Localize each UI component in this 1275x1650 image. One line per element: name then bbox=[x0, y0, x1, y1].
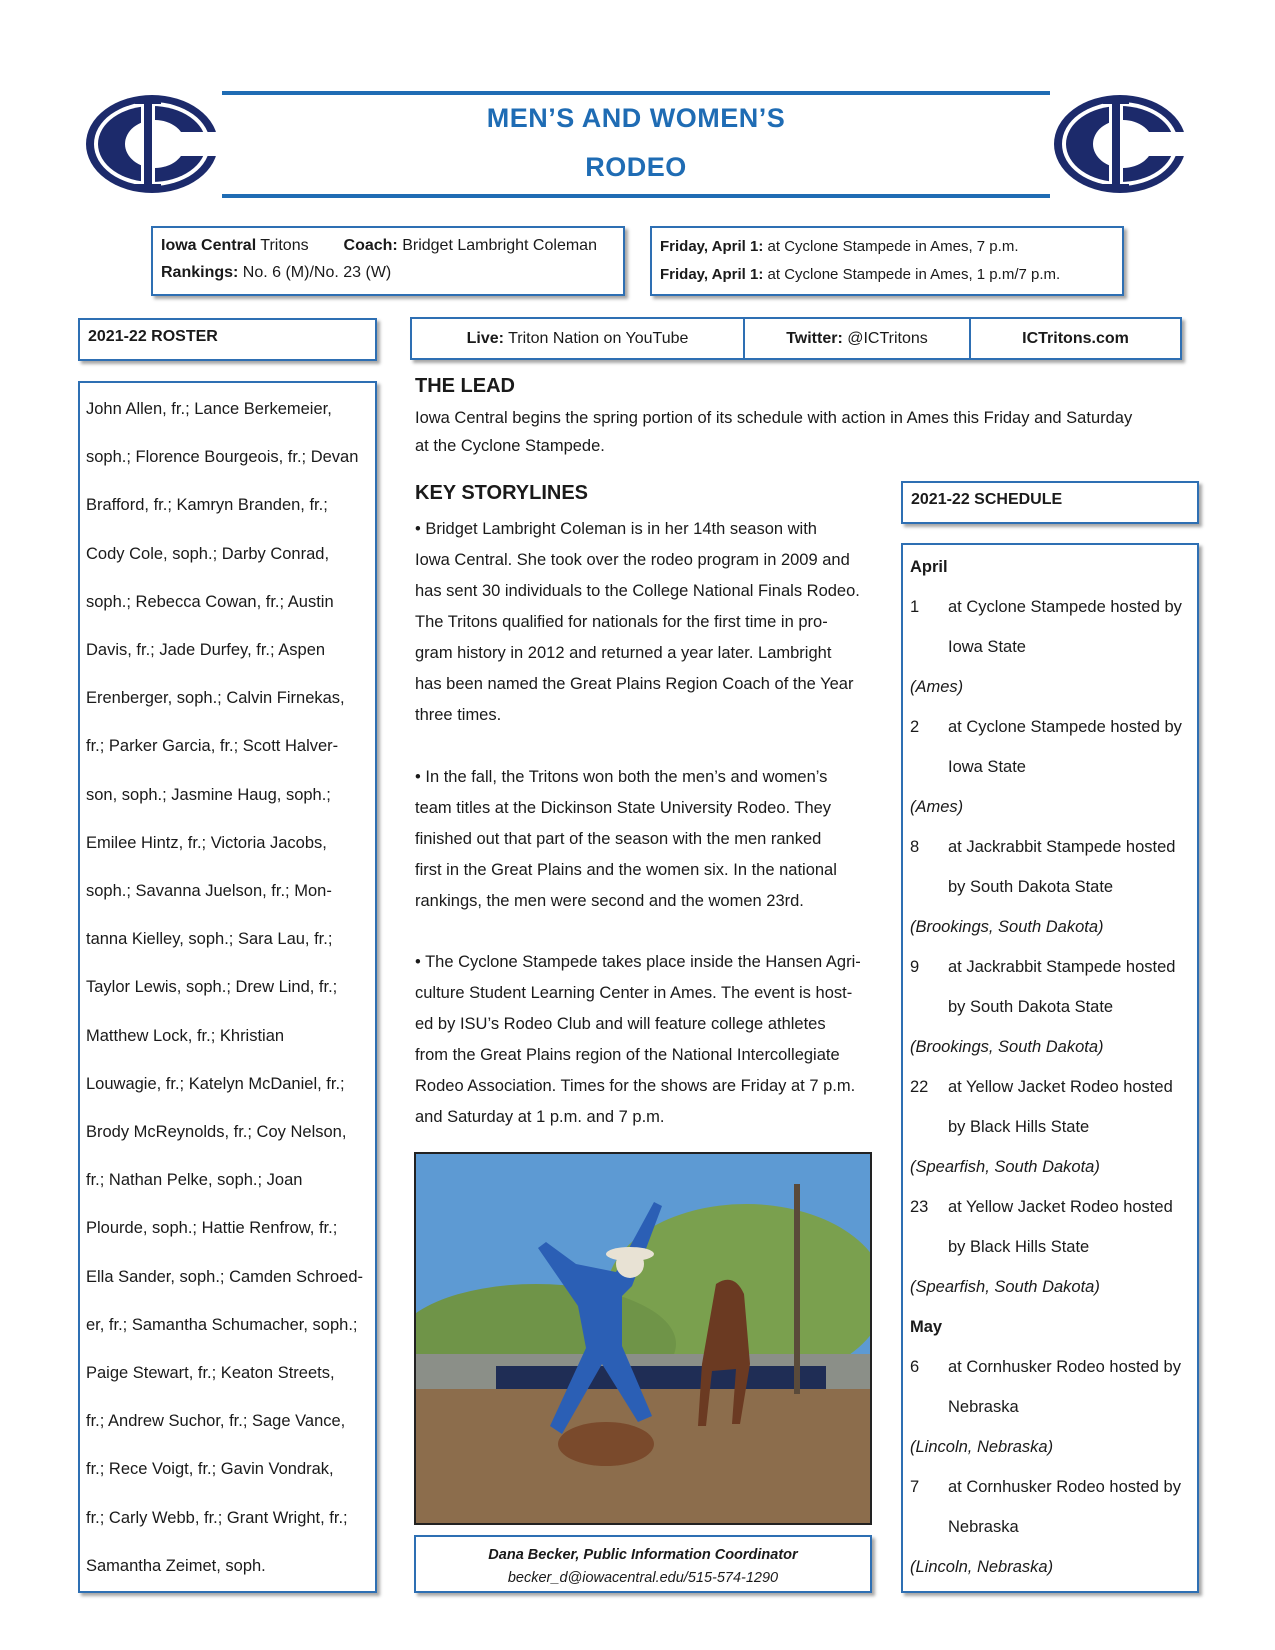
storylines-heading: KEY STORYLINES bbox=[415, 482, 589, 504]
event-location: (Lincoln, Nebraska) bbox=[910, 1438, 1054, 1456]
event-host: Nebraska bbox=[948, 1518, 1019, 1536]
roster-list bbox=[80, 385, 375, 1590]
title-bottom-rule bbox=[222, 194, 1050, 198]
roster-line: fr.; Rece Voigt, fr.; Gavin Vondrak, bbox=[86, 1460, 334, 1479]
twitter-link[interactable] bbox=[745, 319, 971, 358]
story-line: three times. bbox=[415, 706, 502, 724]
schedule-heading: 2021-22 SCHEDULE bbox=[911, 491, 1063, 508]
event-date: 2 bbox=[910, 718, 920, 736]
storyline-paragraph-2 bbox=[415, 762, 873, 917]
story-line: team titles at the Dickinson State University Rodeo. They bbox=[415, 799, 832, 817]
roster-line: fr.; Nathan Pelke, soph.; Joan bbox=[86, 1171, 303, 1190]
roster-box bbox=[78, 381, 377, 1593]
event-host: Nebraska bbox=[948, 1398, 1019, 1416]
roster-line: Matthew Lock, fr.; Khristian bbox=[86, 1026, 285, 1045]
photo-credit-box bbox=[414, 1535, 872, 1593]
event-location: (Spearfish, South Dakota) bbox=[910, 1278, 1100, 1296]
rankings-value: No. 6 (M)/No. 23 (W) bbox=[238, 264, 392, 281]
team-line bbox=[161, 232, 615, 259]
event-host: Iowa State bbox=[948, 638, 1026, 656]
storyline-paragraph-1 bbox=[415, 514, 873, 731]
event-location: (Brookings, South Dakota) bbox=[910, 1038, 1104, 1056]
roster-line: soph.; Rebecca Cowan, fr.; Austin bbox=[86, 592, 334, 611]
story-line: rankings, the men were second and the women 23rd. bbox=[415, 892, 804, 910]
event-title: at Jackrabbit Stampede hosted bbox=[948, 838, 1176, 856]
story-line: from the Great Plains region of the National Intercollegiate bbox=[415, 1046, 840, 1064]
roster-line: er, fr.; Samantha Schumacher, soph.; bbox=[86, 1315, 358, 1334]
roster-line: Taylor Lewis, soph.; Drew Lind, fr.; bbox=[86, 978, 338, 997]
roster-line: Louwagie, fr.; Katelyn McDaniel, fr.; bbox=[86, 1074, 345, 1093]
roster-line: tanna Kielley, soph.; Sara Lau, fr.; bbox=[86, 930, 333, 949]
story-line: culture Student Learning Center in Ames. The event is host- bbox=[415, 984, 853, 1002]
storyline-paragraph-3 bbox=[415, 947, 873, 1133]
event-2-day: Friday, April 1: bbox=[660, 266, 764, 283]
schedule-event bbox=[910, 1067, 1190, 1107]
event-host: by Black Hills State bbox=[948, 1238, 1090, 1256]
story-line: ed by ISU’s Rodeo Club and will feature college athletes bbox=[415, 1015, 826, 1033]
event-title: at Yellow Jacket Rodeo hosted bbox=[948, 1198, 1173, 1216]
lead-heading: THE LEAD bbox=[415, 375, 515, 397]
links-bar bbox=[410, 317, 1182, 360]
roster-line: Davis, fr.; Jade Durfey, fr.; Aspen bbox=[86, 641, 326, 660]
event-line-1 bbox=[660, 233, 1114, 261]
story-line: has been named the Great Plains Region Coach of the Year bbox=[415, 675, 854, 693]
event-title: at Cyclone Stampede hosted by bbox=[948, 718, 1182, 736]
live-label: Live: bbox=[466, 330, 504, 347]
schedule-list bbox=[903, 547, 1197, 1587]
event-1-detail: at Cyclone Stampede in Ames, 7 p.m. bbox=[763, 238, 1019, 255]
rankings-line bbox=[161, 259, 615, 286]
story-line: has sent 30 individuals to the College National Finals Rodeo. bbox=[415, 582, 860, 600]
roster-line: son, soph.; Jasmine Haug, soph.; bbox=[86, 785, 331, 804]
roster-line: fr.; Parker Garcia, fr.; Scott Halver- bbox=[86, 737, 339, 756]
team-info-box bbox=[151, 226, 625, 296]
roster-heading-box bbox=[78, 318, 377, 361]
schedule-event bbox=[910, 1467, 1190, 1507]
schedule-box bbox=[901, 543, 1199, 1593]
roster-line: Erenberger, soph.; Calvin Firnekas, bbox=[86, 689, 345, 708]
roster-line: Ella Sander, soph.; Camden Schroed- bbox=[86, 1267, 363, 1286]
iowa-central-logo-left bbox=[83, 92, 221, 196]
event-date: 1 bbox=[910, 598, 920, 616]
website-link[interactable] bbox=[971, 319, 1180, 358]
roster-line: Paige Stewart, fr.; Keaton Streets, bbox=[86, 1364, 335, 1383]
schedule-event bbox=[910, 707, 1190, 747]
event-1-day: Friday, April 1: bbox=[660, 238, 764, 255]
school-name: Iowa Central bbox=[161, 237, 257, 254]
title-top-rule bbox=[222, 91, 1050, 95]
roster-line: soph.; Florence Bourgeois, fr.; Devan bbox=[86, 448, 359, 467]
event-location: (Ames) bbox=[910, 678, 964, 696]
schedule-heading-box bbox=[901, 481, 1199, 524]
roster-line: soph.; Savanna Juelson, fr.; Mon- bbox=[86, 882, 332, 901]
live-link[interactable] bbox=[412, 319, 745, 358]
event-location: (Ames) bbox=[910, 798, 964, 816]
roster-line: Emilee Hintz, fr.; Victoria Jacobs, bbox=[86, 833, 327, 852]
event-location: (Brookings, South Dakota) bbox=[910, 918, 1104, 936]
story-line: Iowa Central. She took over the rodeo program in 2009 and bbox=[415, 551, 850, 569]
live-value: Triton Nation on YouTube bbox=[503, 330, 689, 347]
rodeo-photo bbox=[414, 1152, 872, 1525]
rankings-label: Rankings: bbox=[161, 264, 239, 281]
schedule-event bbox=[910, 1187, 1190, 1227]
story-line: • The Cyclone Stampede takes place inside the Hansen Agri- bbox=[415, 953, 861, 971]
schedule-event bbox=[910, 947, 1190, 987]
event-location: (Lincoln, Nebraska) bbox=[910, 1558, 1054, 1576]
event-line-2 bbox=[660, 261, 1114, 289]
credit-name: Dana Becker, Public Information Coordinator bbox=[488, 1547, 798, 1563]
event-title: at Cornhusker Rodeo hosted by bbox=[948, 1358, 1181, 1376]
event-date: 23 bbox=[910, 1198, 929, 1216]
roster-heading: 2021-22 ROSTER bbox=[88, 328, 218, 345]
roster-line: John Allen, fr.; Lance Berkemeier, bbox=[86, 400, 332, 418]
roster-line: fr.; Andrew Suchor, fr.; Sage Vance, bbox=[86, 1412, 346, 1431]
roster-line: Plourde, soph.; Hattie Renfrow, fr.; bbox=[86, 1219, 338, 1238]
story-line: finished out that part of the season with the men ranked bbox=[415, 830, 822, 848]
twitter-label: Twitter: bbox=[786, 330, 843, 347]
schedule-event bbox=[910, 587, 1190, 627]
credit-contact[interactable]: becker_d@iowacentral.edu/515-574-1290 bbox=[507, 1570, 779, 1586]
event-location: (Spearfish, South Dakota) bbox=[910, 1158, 1100, 1176]
coach-name: Bridget Lambright Coleman bbox=[397, 237, 597, 254]
event-date: 6 bbox=[910, 1358, 920, 1376]
event-host: by South Dakota State bbox=[948, 878, 1114, 896]
event-host: by South Dakota State bbox=[948, 998, 1114, 1016]
event-title: at Cyclone Stampede hosted by bbox=[948, 598, 1182, 616]
schedule-month: April bbox=[910, 558, 948, 576]
story-line: • In the fall, the Tritons won both the men’s and women’s bbox=[415, 768, 828, 786]
event-host: Iowa State bbox=[948, 758, 1026, 776]
event-date: 22 bbox=[910, 1078, 929, 1096]
story-line: • Bridget Lambright Coleman is in her 14th season with bbox=[415, 520, 817, 538]
events-box bbox=[650, 226, 1124, 296]
rodeo-photo-illustration bbox=[416, 1154, 870, 1523]
roster-line: Brafford, fr.; Kamryn Branden, fr.; bbox=[86, 496, 328, 515]
event-title: at Jackrabbit Stampede hosted bbox=[948, 958, 1176, 976]
story-line: gram history in 2012 and returned a year later. Lambright bbox=[415, 644, 832, 662]
website-text: ICTritons.com bbox=[1022, 330, 1129, 347]
story-line: Rodeo Association. Times for the shows are Friday at 7 p.m. bbox=[415, 1077, 856, 1095]
roster-line: Samantha Zeimet, soph. bbox=[86, 1556, 266, 1575]
event-2-detail: at Cyclone Stampede in Ames, 1 p.m/7 p.m. bbox=[763, 266, 1061, 283]
coach-label: Coach: bbox=[343, 237, 398, 254]
schedule-month: May bbox=[910, 1318, 943, 1336]
roster-line: Cody Cole, soph.; Darby Conrad, bbox=[86, 544, 330, 563]
photo-credit bbox=[416, 1537, 870, 1590]
lead-line: at the Cyclone Stampede. bbox=[415, 437, 605, 455]
story-line: and Saturday at 1 p.m. and 7 p.m. bbox=[415, 1108, 665, 1126]
event-title: at Yellow Jacket Rodeo hosted bbox=[948, 1078, 1173, 1096]
title-line-2: RODEO bbox=[585, 152, 687, 182]
iowa-central-logo-right bbox=[1051, 92, 1189, 196]
school-mascot: Tritons bbox=[256, 237, 309, 254]
event-host: by Black Hills State bbox=[948, 1118, 1090, 1136]
lead-paragraph bbox=[415, 404, 1175, 460]
event-title: at Cornhusker Rodeo hosted by bbox=[948, 1478, 1181, 1496]
story-line: first in the Great Plains and the women six. In the national bbox=[415, 861, 837, 879]
title-line-1: MEN’S AND WOMEN’S bbox=[486, 103, 786, 133]
story-line: The Tritons qualified for nationals for the first time in pro- bbox=[415, 613, 828, 631]
roster-line: fr.; Carly Webb, fr.; Grant Wright, fr.; bbox=[86, 1508, 348, 1527]
schedule-event bbox=[910, 1347, 1190, 1387]
event-date: 9 bbox=[910, 958, 920, 976]
event-date: 7 bbox=[910, 1478, 920, 1496]
twitter-handle: @ICTritons bbox=[842, 330, 928, 347]
schedule-event bbox=[910, 827, 1190, 867]
lead-line: Iowa Central begins the spring portion of its schedule with action in Ames this Friday and Saturday bbox=[415, 409, 1133, 427]
event-date: 8 bbox=[910, 838, 920, 856]
roster-line: Brody McReynolds, fr.; Coy Nelson, bbox=[86, 1123, 347, 1142]
